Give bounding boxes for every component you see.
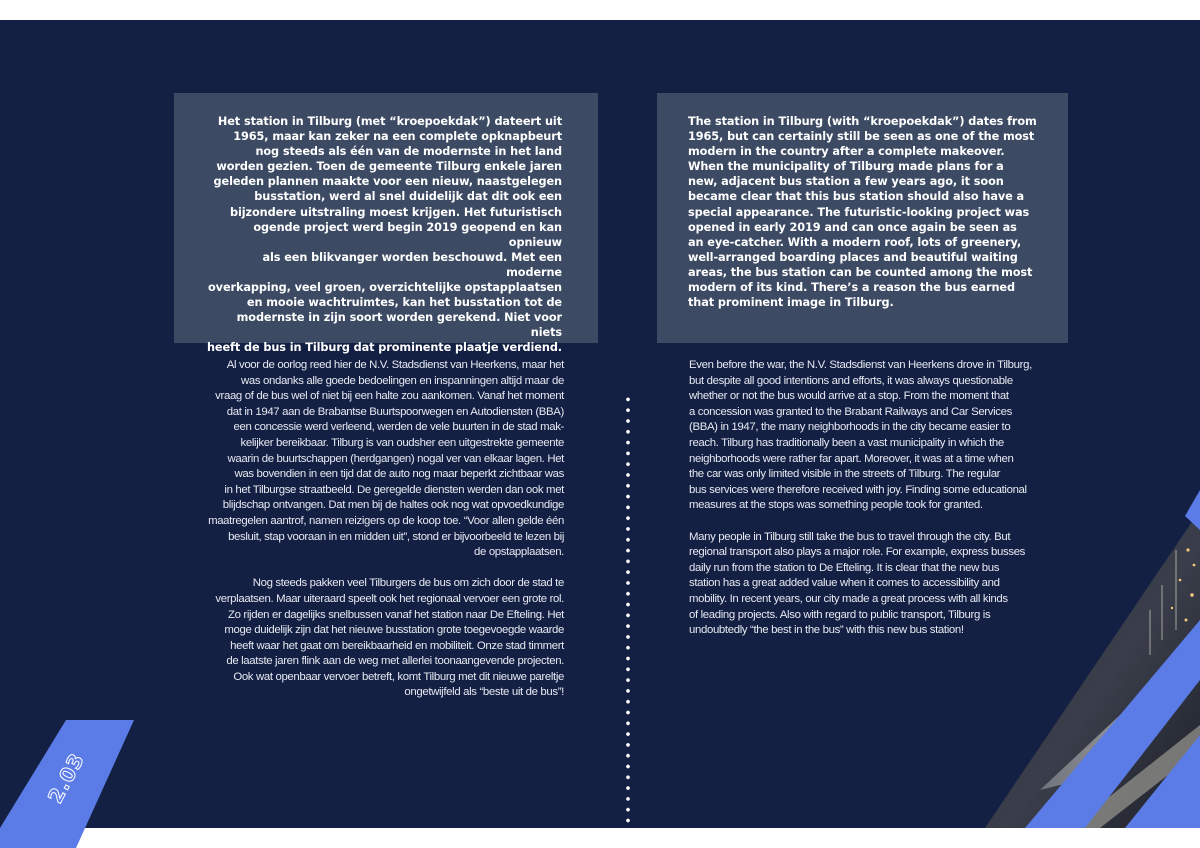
intro-line: ogende project werd begin 2019 geopend en kan opnieuw bbox=[253, 220, 562, 249]
page-number: 2.03 bbox=[42, 748, 90, 808]
dotted-divider bbox=[625, 394, 631, 824]
body-line: in het Tilburgse straatbeeld. De geregelde diensten werden dan ook met bbox=[224, 483, 564, 496]
body-line: bus services were therefore received with joy. Finding some educational bbox=[689, 483, 1027, 496]
intro-line: busstation, werd al snel duidelijk dat dit ook een bbox=[254, 190, 562, 204]
body-line: mobility. In recent years, our city made a great process with all kinds bbox=[689, 592, 1008, 605]
intro-line: an eye-catcher. With a modern roof, lots of greenery, bbox=[688, 235, 1022, 249]
body-line: Zo rijden er dagelijks snelbussen vanaf het station naar De Efteling. Het bbox=[228, 608, 564, 621]
body-line: kelijker bereikbaar. Tilburg is van oudsher een uitgestrekte gemeente bbox=[240, 436, 564, 449]
body-line: moge duidelijk zijn dat het nieuwe busstation grote toegevoegde waarde bbox=[224, 624, 564, 637]
body-line: a concession was granted to the Brabant Railways and Car Services bbox=[689, 405, 1012, 418]
intro-line: en mooie wachtruimtes, kan het busstation tot de bbox=[246, 296, 562, 310]
body-line: de opstapplaatsen. bbox=[474, 546, 564, 559]
intro-line: 1965, but can certainly still be seen as one of the most bbox=[688, 130, 1035, 144]
intro-line: modern of its kind. There’s a reason the bus earned bbox=[688, 281, 1015, 295]
intro-line: new, adjacent bus station a few years ago, it soon bbox=[688, 175, 1004, 189]
body-line: Al voor de oorlog reed hier de N.V. Stadsdienst van Heerkens, maar het bbox=[226, 359, 564, 371]
body-line: but despite all good intentions and efforts, it was always questionable bbox=[689, 374, 1013, 387]
body-line: vraag of de bus wel of niet bij een halte zou aankomen. Vanaf het moment bbox=[215, 390, 564, 403]
intro-line: nog steeds als één van de modernste in het land bbox=[255, 145, 562, 159]
body-line: een concessie werd verleend, werden de vele buurten in de stad mak- bbox=[233, 421, 564, 434]
intro-line: overkapping, veel groen, overzichtelijke opstapplaatsen bbox=[208, 281, 562, 295]
body-paragraph bbox=[192, 576, 564, 701]
intro-line: 1965, maar kan zeker na een complete opknapbeurt bbox=[233, 130, 562, 144]
body-paragraph bbox=[192, 358, 564, 561]
intro-line: geleden plannen maakte voor een nieuw, naastgelegen bbox=[213, 175, 562, 189]
intro-line: areas, the bus station can be counted among the most bbox=[688, 265, 1033, 279]
accent-stripe bbox=[900, 550, 1200, 828]
intro-line: well-arranged boarding places and beautiful waiting bbox=[688, 250, 1018, 264]
body-line: Nog steeds pakken veel Tilburgers de bus om zich door de stad te bbox=[252, 577, 564, 590]
body-line: de laatste jaren flink aan de weg met allerlei toonaangevende projecten. bbox=[226, 655, 564, 668]
body-line: (BBA) in 1947, the many neighborhoods in the city became easier to bbox=[689, 421, 1011, 434]
body-line: was bovendien in een tijd dat de auto nog maar beperkt zichtbaar was bbox=[234, 468, 564, 481]
body-line: neighborhoods were rather far apart. Moreover, it was at a time when bbox=[689, 452, 1014, 465]
body-line: Many people in Tilburg still take the bus to travel through the city. But bbox=[689, 530, 1011, 543]
body-line: maatregelen aantrof, namen reizigers op de koop toe. “Voor allen gelde één bbox=[208, 514, 564, 527]
intro-line: When the municipality of Tilburg made plans for a bbox=[688, 160, 1004, 174]
intro-line: heeft de bus in Tilburg dat prominente plaatje verdiend. bbox=[206, 341, 562, 355]
body-line: verplaatsen. Maar uiteraard speelt ook het regionaal vervoer een grote rol. bbox=[215, 592, 564, 605]
intro-panel-english bbox=[657, 93, 1068, 343]
body-line: regional transport also plays a major role. For example, express busses bbox=[689, 546, 1026, 559]
body-line: station has a great added value when it comes to accessibility and bbox=[689, 577, 1000, 590]
body-line: the car was only limited visible in the streets of Tilburg. The regular bbox=[689, 468, 1001, 481]
intro-line: special appearance. The futuristic-looking project was bbox=[688, 205, 1030, 219]
intro-line: modernste in zijn soort worden gerekend. Niet voor niets bbox=[236, 311, 562, 340]
intro-line: worden gezien. Toen de gemeente Tilburg enkele jaren bbox=[216, 160, 562, 174]
magazine-spread bbox=[0, 20, 1200, 828]
body-line: waarin de buurtschappen (herdgangen) nogal ver van elkaar lagen. Het bbox=[227, 452, 564, 465]
body-line: besluit, stap vooraan in en midden uit”, stond er bijvoorbeeld te lezen bij bbox=[228, 530, 564, 543]
body-line: reach. Tilburg has traditionally been a vast municipality in which the bbox=[689, 436, 1004, 449]
intro-line: modern in the country after a complete makeover. bbox=[688, 145, 1005, 159]
body-text-dutch bbox=[192, 358, 564, 717]
body-line: dat in 1947 aan de Brabantse Buurtspoorwegen en Autodiensten (BBA) bbox=[226, 405, 564, 418]
body-line: Ook wat openbaar vervoer betreft, komt Tilburg met dit nieuwe pareltje bbox=[233, 670, 564, 683]
body-line: of leading projects. Also with regard to public transport, Tilburg is bbox=[689, 608, 991, 621]
body-line: Even before the war, the N.V. Stadsdienst van Heerkens drove in Tilburg, bbox=[689, 359, 1032, 371]
body-line: daily run from the station to De Efteling. It is clear that the new bus bbox=[689, 561, 1000, 574]
intro-panel-dutch bbox=[174, 93, 598, 355]
body-line: undoubtedly “the best in the bus” with this new bus station! bbox=[689, 624, 964, 637]
body-line: measures at the stops was something people took for granted. bbox=[689, 499, 983, 512]
intro-line: The station in Tilburg (with “kroepoekdak”) dates from bbox=[688, 115, 1037, 128]
intro-line: bijzondere uitstraling moest krijgen. Het futuristisch bbox=[229, 205, 562, 219]
intro-line: Het station in Tilburg (met “kroepoekdak”) dateert uit bbox=[217, 115, 562, 128]
body-line: ongetwijfeld als “beste uit de bus”! bbox=[404, 686, 564, 699]
intro-line: that prominent image in Tilburg. bbox=[688, 296, 894, 310]
body-line: heeft waar het gaat om bereikbaarheid en mobiliteit. Onze stad timmert bbox=[230, 639, 564, 652]
body-line: blijdschap ontvangen. Dat men bij de haltes ook nog wat opvoedkundige bbox=[222, 499, 564, 512]
intro-line: opened in early 2019 and can once again be seen as bbox=[688, 220, 1017, 234]
intro-line: became clear that this bus station should also have a bbox=[688, 190, 1025, 204]
body-line: whether or not the bus would arrive at a stop. From the moment that bbox=[689, 390, 1009, 403]
body-line: was ondanks alle goede bedoelingen en inspanningen altijd maar de bbox=[240, 374, 564, 387]
intro-line: als een blikvanger worden beschouwd. Met een moderne bbox=[262, 250, 562, 279]
